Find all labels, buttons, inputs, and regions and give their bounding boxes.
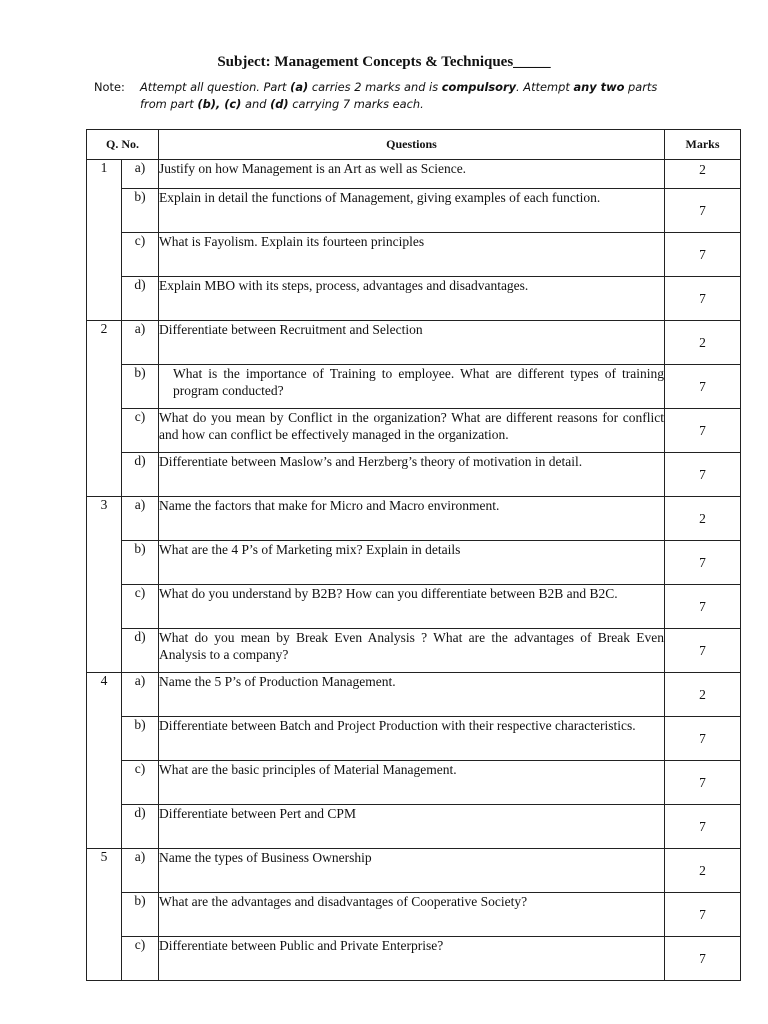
note-emphasis: (d) xyxy=(270,97,289,111)
question-part: a) xyxy=(122,160,159,189)
note-text: from part xyxy=(140,97,198,111)
table-row xyxy=(87,160,741,189)
question-marks: 7 xyxy=(665,453,741,497)
table-row xyxy=(87,629,741,673)
table-row xyxy=(87,497,741,541)
note-text: parts xyxy=(624,80,658,94)
table-header-row xyxy=(87,130,741,160)
question-marks: 7 xyxy=(665,365,741,409)
note-text: and xyxy=(241,97,271,111)
question-part: b) xyxy=(122,893,159,937)
table-row xyxy=(87,189,741,233)
question-text: Explain MBO with its steps, process, advantages and disadvantages. xyxy=(159,277,665,321)
question-part: a) xyxy=(122,321,159,365)
question-text: What do you understand by B2B? How can you differentiate between B2B and B2C. xyxy=(159,585,665,629)
table-row xyxy=(87,541,741,585)
question-number: 3 xyxy=(87,497,122,673)
note-text: carries 2 marks and is xyxy=(308,80,442,94)
question-part: c) xyxy=(122,233,159,277)
question-marks: 7 xyxy=(665,717,741,761)
question-part: b) xyxy=(122,189,159,233)
note-label: Note: xyxy=(94,80,125,94)
question-part: a) xyxy=(122,849,159,893)
header-questions: Questions xyxy=(159,130,665,160)
question-text: What are the advantages and disadvantages of Cooperative Society? xyxy=(159,893,665,937)
question-marks: 2 xyxy=(665,497,741,541)
question-number: 1 xyxy=(87,160,122,321)
question-text: Differentiate between Public and Private Enterprise? xyxy=(159,937,665,981)
question-number: 2 xyxy=(87,321,122,497)
question-marks: 7 xyxy=(665,761,741,805)
question-part: d) xyxy=(122,629,159,673)
question-text: What is Fayolism. Explain its fourteen principles xyxy=(159,233,665,277)
question-marks: 7 xyxy=(665,541,741,585)
note-emphasis: (b), (c) xyxy=(197,97,242,111)
question-marks: 7 xyxy=(665,893,741,937)
table-row xyxy=(87,761,741,805)
table-row xyxy=(87,233,741,277)
question-text: What is the importance of Training to employee. What are different types of training program conducted? xyxy=(159,365,665,409)
question-text: What are the 4 P’s of Marketing mix? Explain in details xyxy=(159,541,665,585)
question-marks: 7 xyxy=(665,937,741,981)
question-part: c) xyxy=(122,937,159,981)
question-part: b) xyxy=(122,717,159,761)
question-text: Differentiate between Maslow’s and Herzberg’s theory of motivation in detail. xyxy=(159,453,665,497)
question-part: a) xyxy=(122,673,159,717)
question-text: Differentiate between Batch and Project Production with their respective characteristics. xyxy=(159,717,665,761)
page-title: Subject: Management Concepts & Techniques_____ xyxy=(217,54,551,70)
questions-table xyxy=(86,129,741,981)
table-row xyxy=(87,805,741,849)
question-text: What do you mean by Conflict in the organization? What are different reasons for conflict and how can conflict be effectively managed in the organization. xyxy=(159,409,665,453)
question-text: Differentiate between Recruitment and Selection xyxy=(159,321,665,365)
question-text: Name the 5 P’s of Production Management. xyxy=(159,673,665,717)
question-part: c) xyxy=(122,409,159,453)
question-text: Justify on how Management is an Art as well as Science. xyxy=(159,160,665,189)
table-row xyxy=(87,893,741,937)
questions-body xyxy=(87,160,741,981)
note-text: carrying 7 marks each. xyxy=(288,97,424,111)
question-text: Name the types of Business Ownership xyxy=(159,849,665,893)
question-marks: 7 xyxy=(665,629,741,673)
question-marks: 7 xyxy=(665,585,741,629)
question-part: d) xyxy=(122,453,159,497)
table-row xyxy=(87,585,741,629)
question-part: c) xyxy=(122,761,159,805)
header-qno: Q. No. xyxy=(87,130,159,160)
question-marks: 7 xyxy=(665,409,741,453)
table-row xyxy=(87,365,741,409)
question-part: b) xyxy=(122,365,159,409)
question-text: Name the factors that make for Micro and Macro environment. xyxy=(159,497,665,541)
table-row xyxy=(87,277,741,321)
question-marks: 2 xyxy=(665,321,741,365)
question-marks: 2 xyxy=(665,673,741,717)
table-row xyxy=(87,849,741,893)
question-part: c) xyxy=(122,585,159,629)
question-part: b) xyxy=(122,541,159,585)
instructions-note xyxy=(94,79,714,113)
table-row xyxy=(87,409,741,453)
table-row xyxy=(87,453,741,497)
question-part: a) xyxy=(122,497,159,541)
question-marks: 7 xyxy=(665,189,741,233)
question-part: d) xyxy=(122,805,159,849)
question-number: 4 xyxy=(87,673,122,849)
table-row xyxy=(87,937,741,981)
note-emphasis: compulsory xyxy=(441,80,517,94)
question-text: What do you mean by Break Even Analysis ? What are the advantages of Break Even Analysis to a company? xyxy=(159,629,665,673)
question-text: Explain in detail the functions of Management, giving examples of each function. xyxy=(159,189,665,233)
question-marks: 7 xyxy=(665,233,741,277)
question-text: Differentiate between Pert and CPM xyxy=(159,805,665,849)
question-marks: 7 xyxy=(665,277,741,321)
note-emphasis: (a) xyxy=(290,80,309,94)
note-text: Attempt all question. Part xyxy=(140,80,291,94)
note-emphasis: any two xyxy=(573,80,625,94)
question-marks: 2 xyxy=(665,160,741,189)
table-row xyxy=(87,717,741,761)
question-number: 5 xyxy=(87,849,122,981)
question-part: d) xyxy=(122,277,159,321)
header-marks: Marks xyxy=(665,130,741,160)
question-marks: 2 xyxy=(665,849,741,893)
question-text: What are the basic principles of Material Management. xyxy=(159,761,665,805)
table-row xyxy=(87,321,741,365)
table-row xyxy=(87,673,741,717)
question-marks: 7 xyxy=(665,805,741,849)
note-text: . Attempt xyxy=(516,80,574,94)
